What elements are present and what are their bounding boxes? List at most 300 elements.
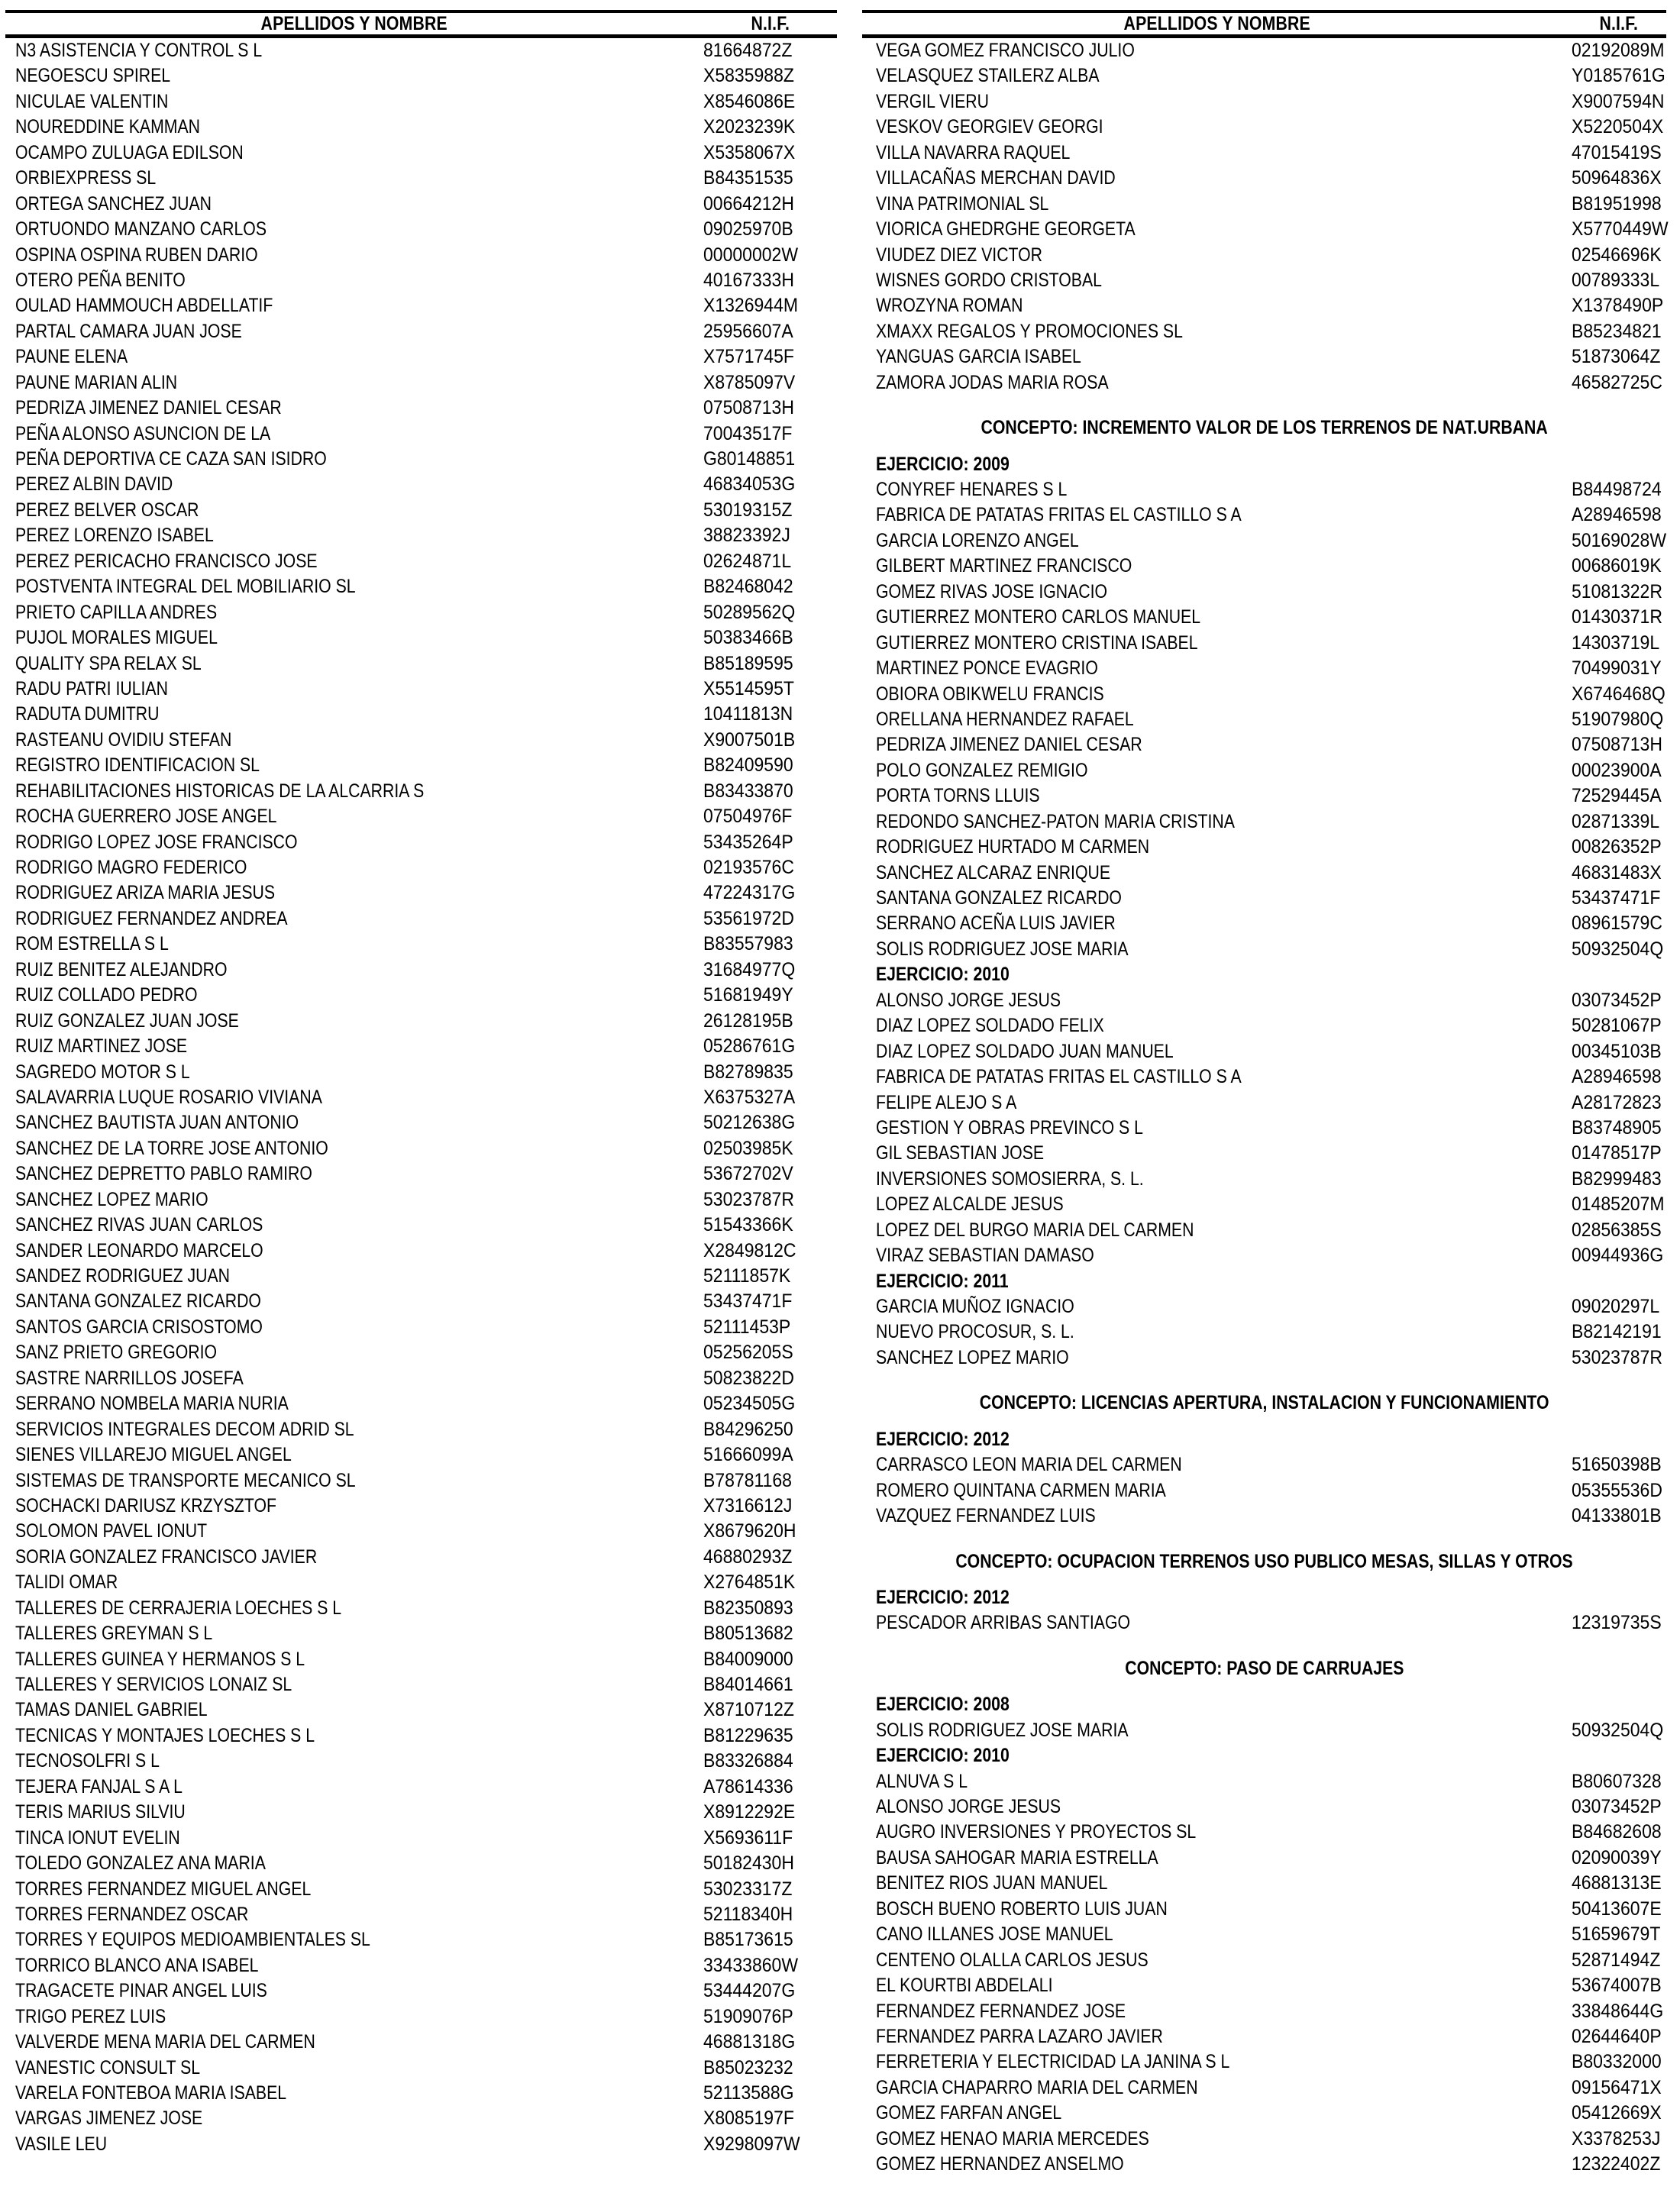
person-name: SANCHEZ RIVAS JUAN CARLOS	[15, 1214, 263, 1236]
person-name: RODRIGO MAGRO FEDERICO	[15, 857, 247, 878]
person-nif: 51907980Q	[1572, 708, 1664, 730]
person-nif: 47224317G	[703, 882, 796, 904]
table-row	[862, 682, 1666, 707]
person-name: RUIZ MARTINEZ JOSE	[15, 1035, 188, 1058]
person-name: FERNANDEZ FERNANDEZ JOSE	[876, 2000, 1126, 2022]
table-row	[5, 2132, 837, 2157]
person-nif: 01430371R	[1572, 606, 1662, 628]
person-nif: 05256205S	[703, 1342, 793, 1364]
person-name: PEÑA ALONSO ASUNCION DE LA	[15, 422, 271, 444]
person-nif: 50169028W	[1572, 529, 1667, 551]
person-nif: 50383466B	[703, 627, 793, 649]
person-name: SOLIS RODRIGUEZ JOSE MARIA	[876, 938, 1129, 960]
person-nif: 46831483X	[1572, 861, 1662, 883]
person-name: RASTEANU OVIDIU STEFAN	[15, 728, 232, 751]
table-row	[5, 1264, 837, 1289]
person-nif: 46880293Z	[703, 1545, 793, 1568]
person-name: TALLERES DE CERRAJERIA LOECHES S L	[15, 1597, 342, 1619]
person-nif: A28172823	[1572, 1091, 1662, 1113]
person-name: PEREZ BELVER OSCAR	[15, 499, 199, 521]
person-nif: X8912292E	[703, 1801, 796, 1823]
table-row	[5, 932, 837, 957]
person-nif: B82789835	[703, 1061, 793, 1083]
concepto-heading	[862, 1549, 1666, 1575]
person-nif: X1326944M	[703, 295, 799, 317]
table-row	[5, 574, 837, 599]
person-name: PUJOL MORALES MIGUEL	[15, 627, 218, 649]
person-name: GOMEZ FARFAN ANGEL	[876, 2102, 1062, 2124]
table-row	[862, 192, 1666, 217]
person-name: CONYREF HENARES S L	[876, 479, 1068, 500]
table-row	[5, 293, 837, 318]
person-nif: 51543366K	[703, 1214, 793, 1236]
table-row	[5, 1060, 837, 1085]
table-row	[862, 783, 1666, 809]
person-nif: B78781168	[703, 1469, 792, 1491]
table-row	[862, 1922, 1666, 1947]
person-name: VELASQUEZ STAILERZ ALBA	[876, 65, 1100, 87]
person-name: ZAMORA JODAS MARIA ROSA	[876, 371, 1109, 393]
table-row	[5, 1826, 837, 1851]
table-row	[5, 625, 837, 651]
person-nif: X8785097V	[703, 371, 796, 393]
table-row	[5, 1468, 837, 1494]
table-row	[5, 421, 837, 447]
table-row	[5, 217, 837, 242]
ejercicio-label: EJERCICIO: 2009	[876, 453, 1010, 475]
table-row	[862, 1769, 1666, 1794]
person-nif: 52118340H	[703, 1903, 793, 1925]
ejercicio-heading	[862, 1427, 1666, 1452]
table-row	[5, 89, 837, 115]
table-row	[5, 1519, 837, 1544]
person-name: SANTANA GONZALEZ RICARDO	[876, 887, 1122, 909]
table-row	[862, 293, 1666, 318]
person-nif: 07508713H	[1572, 734, 1662, 756]
table-row	[862, 217, 1669, 242]
table-row	[5, 1570, 837, 1595]
table-row	[5, 140, 837, 166]
person-name: RADUTA DUMITRU	[15, 703, 160, 725]
ejercicio-label: EJERCICIO: 2010	[876, 964, 1010, 986]
person-nif: 02193576C	[703, 857, 794, 878]
person-name: POLO GONZALEZ REMIGIO	[876, 759, 1088, 781]
person-nif: 12319735S	[1572, 1612, 1662, 1634]
table-row	[862, 63, 1666, 89]
table-row	[5, 38, 837, 63]
table-row	[862, 1345, 1666, 1371]
person-name: SOLIS RODRIGUEZ JOSE MARIA	[876, 1719, 1129, 1741]
table-row	[862, 1218, 1666, 1243]
person-nif: B84014661	[703, 1674, 793, 1695]
table-row	[5, 600, 837, 625]
person-name: TORRICO BLANCO ANA ISABEL	[15, 1954, 259, 1976]
person-nif: 51659679T	[1572, 1923, 1661, 1946]
person-name: TECNICAS Y MONTAJES LOECHES S L	[15, 1724, 315, 1746]
person-nif: B83557983	[703, 933, 793, 955]
person-nif: 02624871L	[703, 550, 792, 572]
person-nif: 53437471F	[703, 1290, 793, 1313]
person-name: SIENES VILLAREJO MIGUEL ANGEL	[15, 1444, 292, 1466]
person-name: SANCHEZ DEPRETTO PABLO RAMIRO	[15, 1163, 312, 1185]
person-nif: 53444207G	[703, 1980, 796, 2002]
table-row	[5, 243, 837, 268]
table-row	[862, 1897, 1666, 1922]
table-row	[862, 1294, 1666, 1319]
person-nif: 26128195B	[703, 1009, 793, 1032]
person-nif: 02192089M	[1572, 40, 1665, 61]
person-name: NEGOESCU SPIREL	[15, 65, 171, 87]
person-name: XMAXX REGALOS Y PROMOCIONES SL	[876, 320, 1183, 342]
table-row	[862, 528, 1666, 554]
table-row	[5, 2004, 837, 2030]
person-name: RADU PATRI IULIAN	[15, 677, 168, 699]
concepto-heading	[862, 1390, 1666, 1416]
person-name: TALLERES GREYMAN S L	[15, 1623, 213, 1645]
person-nif: 70043517F	[703, 422, 793, 444]
table-row	[5, 344, 837, 370]
table-row	[862, 1794, 1666, 1820]
person-name: PEDRIZA JIMENEZ DANIEL CESAR	[15, 397, 282, 419]
person-name: TALLERES Y SERVICIOS LONAIZ SL	[15, 1674, 292, 1695]
person-name: VILLA NAVARRA RAQUEL	[876, 141, 1071, 163]
ejercicio-label: EJERCICIO: 2010	[876, 1745, 1010, 1767]
table-row	[862, 1948, 1666, 1973]
table-row	[862, 38, 1666, 63]
table-row	[5, 1136, 837, 1161]
person-nif: 52871494Z	[1572, 1949, 1661, 1971]
person-nif: 33848644G	[1572, 2000, 1664, 2022]
person-name: CARRASCO LEON MARIA DEL CARMEN	[876, 1454, 1182, 1476]
person-nif: 50212638G	[703, 1112, 796, 1134]
nif-header-cell	[703, 13, 837, 35]
table-row	[862, 1999, 1666, 2024]
person-name: TALIDI OMAR	[15, 1571, 118, 1594]
person-nif: B85023232	[703, 2056, 793, 2078]
table-row	[5, 370, 837, 396]
table-row	[5, 498, 837, 523]
person-name: GARCIA LORENZO ANGEL	[876, 529, 1079, 551]
person-name: SANZ PRIETO GREGORIO	[15, 1342, 218, 1364]
table-row	[862, 140, 1666, 166]
person-name: VALVERDE MENA MARIA DEL CARMEN	[15, 2031, 315, 2053]
table-row	[5, 779, 837, 804]
table-row	[862, 243, 1666, 268]
table-row	[5, 1851, 837, 1876]
person-nif: 53023787R	[703, 1188, 794, 1210]
table-row	[5, 958, 837, 983]
person-name: TECNOSOLFRI S L	[15, 1750, 160, 1772]
person-name: SANCHEZ BAUTISTA JUAN ANTONIO	[15, 1112, 299, 1134]
table-row	[862, 886, 1666, 911]
table-row	[862, 319, 1666, 344]
person-nif: 33433860W	[703, 1954, 799, 1976]
person-name: ALNUVA S L	[876, 1770, 968, 1792]
person-name: PEREZ LORENZO ISABEL	[15, 525, 214, 547]
person-name: EL KOURTBI ABDELALI	[876, 1975, 1053, 1997]
person-name: RODRIGO LOPEZ JOSE FRANCISCO	[15, 831, 298, 853]
table-row	[862, 268, 1666, 293]
person-name: OCAMPO ZULUAGA EDILSON	[15, 141, 244, 163]
table-row	[5, 1034, 837, 1059]
person-nif: Y0185761G	[1572, 65, 1665, 87]
person-name: OSPINA OSPINA RUBEN DARIO	[15, 244, 258, 266]
person-nif: 02856385S	[1572, 1219, 1662, 1241]
person-name: RODRIGUEZ FERNANDEZ ANDREA	[15, 907, 288, 929]
person-name: TINCA IONUT EVELIN	[15, 1826, 180, 1849]
person-name: PARTAL CAMARA JUAN JOSE	[15, 320, 242, 342]
person-name: GUTIERREZ MONTERO CRISTINA ISABEL	[876, 631, 1198, 654]
person-name: VEGA GOMEZ FRANCISCO JULIO	[876, 40, 1135, 61]
table-row	[5, 1494, 837, 1519]
column-right	[862, 0, 1669, 2178]
person-nif: 46881318G	[703, 2031, 796, 2053]
person-nif: X2849812C	[703, 1239, 796, 1261]
ejercicio-heading	[862, 1692, 1666, 1717]
person-name: VILLACAÑAS MERCHAN DAVID	[876, 167, 1116, 189]
person-name: VESKOV GEORGIEV GEORGI	[876, 116, 1103, 138]
table-row	[5, 2030, 837, 2055]
person-nif: B82999483	[1572, 1168, 1662, 1190]
person-nif: 52113588G	[703, 2082, 794, 2104]
person-name: GILBERT MARTINEZ FRANCISCO	[876, 555, 1132, 577]
table-row	[5, 192, 837, 217]
ejercicio-heading	[862, 962, 1666, 987]
person-nif: 51081322R	[1572, 580, 1662, 602]
person-nif: 00789333L	[1572, 269, 1660, 291]
table-row	[862, 605, 1666, 630]
person-nif: G80148851	[703, 448, 796, 470]
table-row	[5, 1775, 837, 1800]
person-nif: 72529445A	[1572, 785, 1662, 807]
nif-header-label: N.I.F.	[1599, 12, 1639, 34]
person-nif: 00345103B	[1572, 1040, 1662, 1062]
table-row	[862, 1718, 1666, 1743]
person-nif: 00686019K	[1572, 555, 1662, 577]
person-nif: 02090039Y	[1572, 1846, 1662, 1868]
person-name: SANCHEZ ALCARAZ ENRIQUE	[876, 861, 1111, 883]
table-row	[5, 1391, 837, 1416]
person-nif: B84498724	[1572, 479, 1662, 500]
person-name: POSTVENTA INTEGRAL DEL MOBILIARIO SL	[15, 576, 356, 598]
person-name: TEJERA FANJAL S A L	[15, 1775, 183, 1797]
person-name: ALONSO JORGE JESUS	[876, 1796, 1061, 1817]
table-row	[5, 1697, 837, 1723]
ejercicio-heading	[862, 1269, 1666, 1294]
person-name: PEREZ ALBIN DAVID	[15, 473, 173, 496]
person-name: PAUNE MARIAN ALIN	[15, 371, 178, 393]
concepto-label: CONCEPTO: INCREMENTO VALOR DE LOS TERRENOS DE NAT.URBANA	[981, 417, 1548, 439]
person-nif: 00826352P	[1572, 836, 1662, 858]
person-nif: X1378490P	[1572, 295, 1664, 317]
table-row	[5, 830, 837, 855]
person-name: VERGIL VIERU	[876, 90, 990, 112]
person-name: PORTA TORNS LLUIS	[876, 785, 1040, 807]
person-nif: X2023239K	[703, 116, 796, 138]
ejercicio-label: EJERCICIO: 2012	[876, 1428, 1010, 1450]
table-row	[862, 2075, 1666, 2101]
person-name: FELIPE ALEJO S A	[876, 1091, 1017, 1113]
person-nif: 53672702V	[703, 1163, 793, 1185]
person-name: GUTIERREZ MONTERO CARLOS MANUEL	[876, 606, 1201, 628]
rows-container	[5, 38, 837, 2157]
table-row	[5, 1187, 837, 1213]
person-nif: B83433870	[703, 780, 793, 802]
person-nif: B84009000	[703, 1648, 793, 1670]
table-row	[862, 477, 1666, 502]
person-nif: B83326884	[703, 1750, 793, 1772]
person-name: OULAD HAMMOUCH ABDELLATIF	[15, 295, 273, 317]
person-name: DIAZ LOPEZ SOLDADO JUAN MANUEL	[876, 1040, 1174, 1062]
person-name: SERVICIOS INTEGRALES DECOM ADRID SL	[15, 1418, 354, 1440]
person-name: SASTRE NARRILLOS JOSEFA	[15, 1367, 244, 1389]
table-row	[862, 1871, 1666, 1896]
person-nif: 53437471F	[1572, 887, 1661, 909]
table-row	[862, 2127, 1666, 2152]
person-nif: 00664212H	[703, 192, 794, 215]
person-nif: 00944936G	[1572, 1245, 1664, 1267]
person-name: SANDER LEONARDO MARCELO	[15, 1239, 263, 1261]
person-name: CENTENO OLALLA CARLOS JESUS	[876, 1949, 1149, 1971]
person-nif: 38823392J	[703, 525, 790, 547]
person-nif: 05412669X	[1572, 2102, 1662, 2124]
table-row	[862, 1141, 1666, 1166]
person-nif: 81664872Z	[703, 40, 793, 61]
person-nif: B83748905	[1572, 1116, 1662, 1138]
person-nif: A28946598	[1572, 1066, 1662, 1088]
person-nif: X5514595T	[703, 677, 794, 699]
person-nif: B85234821	[1572, 320, 1662, 342]
ejercicio-label: EJERCICIO: 2008	[876, 1694, 1010, 1716]
table-row	[5, 447, 837, 472]
person-name: DIAZ LOPEZ SOLDADO FELIX	[876, 1015, 1104, 1037]
person-nif: B82468042	[703, 576, 793, 598]
table-row	[862, 732, 1666, 757]
table-row	[5, 472, 837, 497]
person-name: REDONDO SANCHEZ-PATON MARIA CRISTINA	[876, 810, 1235, 832]
person-name: VARGAS JIMENEZ JOSE	[15, 2107, 203, 2130]
table-row	[5, 1085, 837, 1110]
person-name: GARCIA MUÑOZ IGNACIO	[876, 1296, 1074, 1317]
table-row	[5, 1927, 837, 1952]
person-nif: B85189595	[703, 652, 793, 674]
person-nif: 02871339L	[1572, 810, 1660, 832]
table-row	[5, 1239, 837, 1264]
table-row	[862, 758, 1666, 783]
person-name: FERRETERIA Y ELECTRICIDAD LA JANINA S L	[876, 2051, 1230, 2073]
table-row	[5, 2056, 837, 2081]
person-name: ROM ESTRELLA S L	[15, 933, 169, 955]
person-nif: 09156471X	[1572, 2076, 1662, 2098]
person-name: ALONSO JORGE JESUS	[876, 989, 1061, 1011]
person-nif: X6375327A	[703, 1086, 796, 1108]
person-name: SANDEZ RODRIGUEZ JUAN	[15, 1265, 231, 1287]
table-header	[5, 13, 837, 34]
person-name: FABRICA DE PATATAS FRITAS EL CASTILLO S A	[876, 504, 1242, 526]
table-row	[5, 1749, 837, 1774]
person-nif: 14303719L	[1572, 631, 1660, 654]
nif-header-label: N.I.F.	[751, 12, 790, 34]
person-name: TORRES Y EQUIPOS MEDIOAMBIENTALES SL	[15, 1929, 370, 1951]
person-nif: X7571745F	[703, 346, 794, 368]
table-row	[5, 1647, 837, 1672]
person-nif: 51666099A	[703, 1444, 793, 1466]
person-name: LOPEZ DEL BURGO MARIA DEL CARMEN	[876, 1219, 1194, 1241]
ejercicio-heading	[862, 1585, 1666, 1610]
apellidos-header-cell	[5, 13, 703, 35]
person-name: FABRICA DE PATATAS FRITAS EL CASTILLO S A	[876, 1066, 1242, 1088]
person-name: BAUSA SAHOGAR MARIA ESTRELLA	[876, 1846, 1158, 1868]
table-row	[862, 89, 1666, 115]
person-nif: 25956607A	[703, 320, 793, 342]
person-name: VIORICA GHEDRGHE GEORGETA	[876, 218, 1136, 241]
table-row	[5, 1877, 837, 1902]
person-nif: 51873064Z	[1572, 346, 1661, 368]
person-name: AUGRO INVERSIONES Y PROYECTOS SL	[876, 1821, 1197, 1843]
person-name: OBIORA OBIKWELU FRANCIS	[876, 683, 1104, 705]
concepto-label: CONCEPTO: OCUPACION TERRENOS USO PUBLICO MESAS, SILLAS Y OTROS	[955, 1550, 1573, 1572]
person-name: BENITEZ RIOS JUAN MANUEL	[876, 1872, 1108, 1894]
table-row	[862, 1013, 1666, 1038]
table-row	[862, 1319, 1666, 1345]
table-row	[5, 1978, 837, 2004]
person-name: SANCHEZ LOPEZ MARIO	[876, 1346, 1069, 1368]
person-nif: 50182430H	[703, 1852, 794, 1875]
person-nif: 07504976F	[703, 806, 793, 828]
person-nif: 08961579C	[1572, 912, 1662, 935]
table-row	[862, 344, 1666, 370]
concepto-heading	[862, 415, 1666, 441]
person-name: PESCADOR ARRIBAS SANTIAGO	[876, 1612, 1131, 1634]
person-nif: 53435264P	[703, 831, 793, 853]
table-row	[5, 906, 837, 932]
person-nif: 01485207M	[1572, 1193, 1665, 1216]
table-row	[5, 1213, 837, 1238]
person-nif: B84351535	[703, 167, 793, 189]
table-row	[862, 1090, 1666, 1116]
person-nif: 12322402Z	[1572, 2153, 1661, 2175]
person-name: GIL SEBASTIAN JOSE	[876, 1142, 1045, 1164]
person-name: ORTUONDO MANZANO CARLOS	[15, 218, 267, 241]
table-row	[862, 370, 1666, 396]
table-row	[5, 1723, 837, 1749]
table-row	[862, 554, 1666, 579]
person-name: REHABILITACIONES HISTORICAS DE LA ALCARRIA S	[15, 780, 425, 802]
table-row	[862, 1167, 1666, 1192]
person-nif: B82142191	[1572, 1321, 1662, 1343]
person-name: WISNES GORDO CRISTOBAL	[876, 269, 1102, 291]
person-nif: 50932504Q	[1572, 938, 1664, 960]
ejercicio-heading	[862, 1743, 1666, 1768]
person-nif: 52111857K	[703, 1265, 791, 1287]
apellidos-header-label: APELLIDOS Y NOMBRE	[1123, 12, 1310, 34]
table-row	[5, 804, 837, 829]
table-row	[5, 2081, 837, 2106]
person-name: VIUDEZ DIEZ VICTOR	[876, 244, 1043, 266]
person-name: RUIZ COLLADO PEDRO	[15, 984, 198, 1006]
person-nif: 05286761G	[703, 1035, 796, 1058]
person-name: TORRES FERNANDEZ MIGUEL ANGEL	[15, 1878, 312, 1900]
table-row	[862, 1820, 1666, 1845]
person-nif: X9007594N	[1572, 90, 1665, 112]
person-name: SERRANO NOMBELA MARIA NURIA	[15, 1393, 289, 1415]
person-name: SANTANA GONZALEZ RICARDO	[15, 1290, 261, 1313]
person-name: GARCIA CHAPARRO MARIA DEL CARMEN	[876, 2076, 1198, 2098]
person-name: N3 ASISTENCIA Y CONTROL S L	[15, 40, 263, 61]
table-row	[5, 753, 837, 778]
person-name: TORRES FERNANDEZ OSCAR	[15, 1903, 249, 1925]
table-row	[862, 2049, 1666, 2075]
